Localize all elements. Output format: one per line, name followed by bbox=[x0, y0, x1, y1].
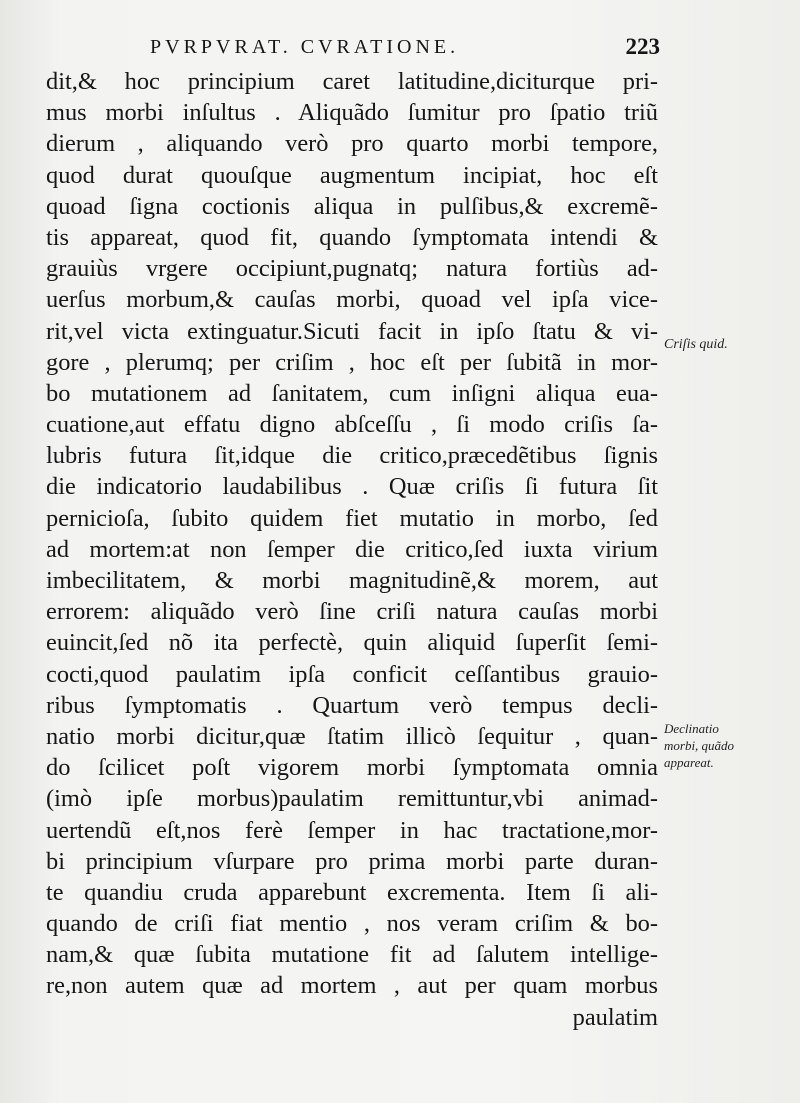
text-line: (imò ipſe morbus)paulatim remittuntur,vbi animad- bbox=[46, 785, 658, 813]
marginal-note-declinatio bbox=[664, 720, 734, 771]
marginal-note-line: Declinatio bbox=[664, 721, 719, 736]
text-line: imbecilitatem, & morbi magnitudinẽ,& morem, aut bbox=[46, 567, 658, 594]
text-line: mus morbi inſultus . Aliquãdo ſumitur pro ſpatio triũ bbox=[46, 99, 658, 127]
marginal-note-line: appareat. bbox=[664, 755, 714, 770]
text-line: quod durat quouſque augmentum incipiat, hoc eſt bbox=[46, 161, 658, 189]
text-line: do ſcilicet poſt vigorem morbi ſymptomata omnia bbox=[46, 754, 658, 782]
text-line: uertendũ eſt,nos ferè ſemper in hac tractatione,mor- bbox=[46, 816, 658, 844]
text-line: cuatione,aut effatu digno abſceſſu , ſi modo criſis ſa- bbox=[46, 411, 658, 439]
text-line: grauiùs vrgere occipiunt,pugnatq; natura fortiùs ad- bbox=[46, 255, 658, 283]
text-line: nam,& quæ ſubita mutatione fit ad ſalutem intellige- bbox=[46, 941, 658, 969]
text-line: tis appareat, quod fit, quando ſymptomata intendi & bbox=[46, 223, 658, 251]
text-line: re,non autem quæ ad mortem , aut per quam morbus bbox=[46, 972, 658, 1000]
text-line: gore , plerumq; per criſim , hoc eſt per ſubitã in mor- bbox=[46, 348, 658, 376]
body-text bbox=[46, 66, 658, 1033]
text-line: quando de criſi fiat mentio , nos veram criſim & bo- bbox=[46, 910, 658, 938]
text-line: bi principium vſurpare pro prima morbi parte duran- bbox=[46, 847, 658, 875]
marginal-note-crisis: Criſis quid. bbox=[664, 337, 728, 352]
page-number: 223 bbox=[625, 34, 660, 59]
marginal-note-line: morbi, quãdo bbox=[664, 738, 735, 753]
text-line: die indicatorio laudabilibus . Quæ criſis ſi futura ſit bbox=[46, 473, 658, 501]
text-line: ad mortem:at non ſemper die critico,ſed iuxta virium bbox=[46, 535, 658, 563]
text-line: euincit,ſed nõ ita perfectè, quin aliquid ſuperſit ſemi- bbox=[46, 629, 658, 657]
text-line: cocti,quod paulatim ipſa conficit ceſſantibus grauio- bbox=[46, 660, 658, 688]
text-line: natio morbi dicitur,quæ ſtatim illicò ſequitur , quan- bbox=[46, 722, 658, 750]
text-line: dierum , aliquando verò pro quarto morbi tempore, bbox=[46, 130, 658, 158]
text-line: ribus ſymptomatis . Quartum verò tempus decli- bbox=[46, 691, 658, 719]
catchword: paulatim bbox=[572, 1003, 658, 1031]
text-line: rit,vel victa extinguatur.Sicuti facit in ipſo ſtatu & vi- bbox=[46, 317, 658, 345]
running-head-title: PVRPVRAT. CVRATIONE. bbox=[150, 36, 460, 58]
text-line: te quandiu cruda apparebunt excrementa. Item ſi ali- bbox=[46, 878, 658, 906]
running-head bbox=[150, 36, 660, 66]
text-line: bo mutationem ad ſanitatem, cum inſigni aliqua eua- bbox=[46, 379, 658, 407]
text-line: errorem: aliquãdo verò ſine criſi natura cauſas morbi bbox=[46, 598, 658, 626]
text-line: uerſus morbum,& cauſas morbi, quoad vel ipſa vice- bbox=[46, 286, 658, 314]
text-line: pernicioſa, ſubito quidem fiet mutatio in morbo, ſed bbox=[46, 504, 658, 532]
text-line: dit,& hoc principium caret latitudine,diciturque pri- bbox=[46, 68, 658, 95]
text-line: lubris futura ſit,idque die critico,præcedẽtibus ſignis bbox=[46, 442, 658, 470]
text-line: quoad ſigna coctionis aliqua in pulſibus,& excremẽ- bbox=[46, 192, 658, 220]
